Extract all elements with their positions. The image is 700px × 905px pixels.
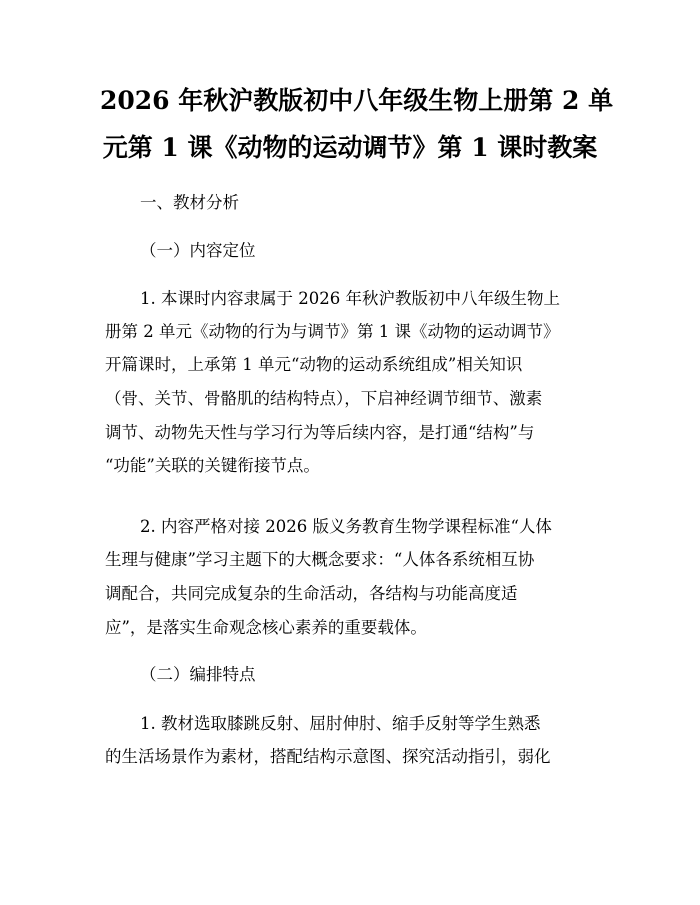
document-title-line-1: 2026 年秋沪教版初中八年级生物上册第 2 单	[100, 86, 614, 115]
subsection-heading-content-positioning: （一）内容定位	[140, 241, 256, 260]
document-title-line-2: 元第 1 课《动物的运动调节》第 1 课时教案	[102, 133, 598, 162]
paragraph-3-line-1: 1. 教材选取膝跳反射、屈肘伸肘、缩手反射等学生熟悉	[140, 714, 541, 733]
paragraph-2-line-1: 2. 内容严格对接 2026 版义务教育生物学课程标准“人体	[140, 517, 552, 536]
section-heading-teaching-material-analysis: 一、教材分析	[140, 193, 239, 212]
paragraph-3-line-2: 的生活场景作为素材，搭配结构示意图、探究活动指引，弱化	[105, 747, 551, 766]
paragraph-1-line-3: 开篇课时，上承第 1 单元“动物的运动系统组成”相关知识	[105, 355, 523, 374]
paragraph-1-line-5: 调节、动物先天性与学习行为等后续内容，是打通“结构”与	[105, 423, 535, 442]
paragraph-2-line-2: 生理与健康”学习主题下的大概念要求：“人体各系统相互协	[105, 550, 535, 569]
paragraph-1-line-6: “功能”关联的关键衔接节点。	[105, 456, 320, 475]
subsection-heading-arrangement-features: （二）编排特点	[140, 665, 256, 684]
paragraph-1-line-4: （骨、关节、骨骼肌的结构特点），下启神经调节细节、激素	[105, 389, 543, 408]
paragraph-1-line-1: 1. 本课时内容隶属于 2026 年秋沪教版初中八年级生物上	[140, 289, 560, 308]
paragraph-2-line-4: 应”，是落实生命观念核心素养的重要载体。	[105, 618, 427, 637]
paragraph-2-line-3: 调配合，共同完成复杂的生命活动，各结构与功能高度适	[105, 584, 518, 603]
paragraph-1-line-2: 册第 2 单元《动物的行为与调节》第 1 课《动物的运动调节》	[105, 322, 560, 341]
